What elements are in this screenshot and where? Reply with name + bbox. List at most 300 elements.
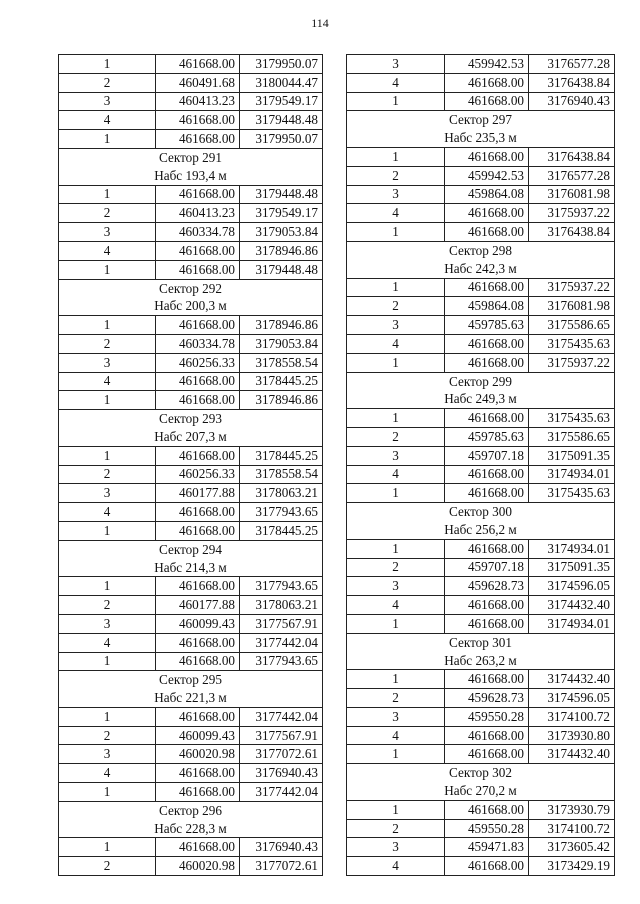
point-number-cell: 2: [347, 819, 445, 838]
table-row: [347, 73, 615, 92]
y-coordinate-cell: 3175937.22: [529, 353, 615, 372]
x-coordinate-cell: 461668.00: [445, 726, 529, 745]
table-row: [347, 819, 615, 838]
x-coordinate-cell: 461668.00: [445, 92, 529, 111]
sector-header-row: [59, 410, 323, 447]
y-coordinate-cell: 3178946.86: [240, 316, 323, 335]
sector-title: Сектор 292: [159, 280, 222, 296]
sector-header-row: [347, 372, 615, 409]
sector-header-row: [59, 540, 323, 577]
right-coordinate-table: [346, 54, 615, 876]
point-number-cell: 3: [59, 484, 156, 503]
table-row: [347, 800, 615, 819]
x-coordinate-cell: 461668.00: [445, 147, 529, 166]
x-coordinate-cell: 459942.53: [445, 166, 529, 185]
x-coordinate-cell: 461668.00: [445, 596, 529, 615]
x-coordinate-cell: 460334.78: [156, 223, 240, 242]
y-coordinate-cell: 3177943.65: [240, 503, 323, 522]
table-row: [347, 539, 615, 558]
sector-header-row: [347, 111, 615, 148]
table-row: [347, 484, 615, 503]
x-coordinate-cell: 461668.00: [445, 670, 529, 689]
y-coordinate-cell: 3177442.04: [240, 783, 323, 802]
x-coordinate-cell: 460413.23: [156, 204, 240, 223]
point-number-cell: 4: [59, 503, 156, 522]
point-number-cell: 1: [347, 223, 445, 242]
point-number-cell: 1: [59, 130, 156, 149]
table-row: [347, 92, 615, 111]
y-coordinate-cell: 3173429.19: [529, 857, 615, 876]
x-coordinate-cell: 460099.43: [156, 726, 240, 745]
table-row: [347, 596, 615, 615]
sector-title: Сектор 301: [449, 634, 512, 650]
x-coordinate-cell: 459864.08: [445, 297, 529, 316]
table-row: [59, 857, 323, 876]
x-coordinate-cell: 459628.73: [445, 577, 529, 596]
y-coordinate-cell: 3179448.48: [240, 185, 323, 204]
point-number-cell: 3: [347, 446, 445, 465]
x-coordinate-cell: 461668.00: [156, 764, 240, 783]
point-number-cell: 1: [347, 800, 445, 819]
y-coordinate-cell: 3178063.21: [240, 596, 323, 615]
x-coordinate-cell: 461668.00: [156, 652, 240, 671]
x-coordinate-cell: 461668.00: [156, 633, 240, 652]
sector-height: Набс 228,3 м: [154, 820, 227, 836]
point-number-cell: 1: [59, 838, 156, 857]
point-number-cell: 4: [59, 764, 156, 783]
point-number-cell: 1: [347, 614, 445, 633]
x-coordinate-cell: 460020.98: [156, 857, 240, 876]
y-coordinate-cell: 3174934.01: [529, 539, 615, 558]
sector-header-row: [59, 279, 323, 316]
table-row: [59, 55, 323, 74]
y-coordinate-cell: 3178445.25: [240, 372, 323, 391]
sector-header-cell: [347, 633, 615, 670]
x-coordinate-cell: 461668.00: [156, 707, 240, 726]
table-row: [347, 278, 615, 297]
x-coordinate-cell: 461668.00: [445, 614, 529, 633]
table-row: [59, 185, 323, 204]
point-number-cell: 1: [59, 316, 156, 335]
table-row: [59, 764, 323, 783]
table-row: [59, 73, 323, 92]
x-coordinate-cell: 459785.63: [445, 316, 529, 335]
x-coordinate-cell: 461668.00: [156, 372, 240, 391]
y-coordinate-cell: 3177567.91: [240, 614, 323, 633]
x-coordinate-cell: 461668.00: [156, 446, 240, 465]
table-row: [347, 204, 615, 223]
table-row: [347, 185, 615, 204]
x-coordinate-cell: 461668.00: [156, 783, 240, 802]
point-number-cell: 1: [59, 652, 156, 671]
x-coordinate-cell: 461668.00: [156, 185, 240, 204]
table-row: [347, 147, 615, 166]
x-coordinate-cell: 461668.00: [445, 539, 529, 558]
sector-title: Сектор 299: [449, 373, 512, 389]
y-coordinate-cell: 3176438.84: [529, 73, 615, 92]
point-number-cell: 1: [347, 484, 445, 503]
right-table-body: [347, 55, 615, 876]
sector-header-cell: [347, 503, 615, 540]
sector-height: Набс 200,3 м: [154, 298, 227, 314]
point-number-cell: 1: [347, 353, 445, 372]
x-coordinate-cell: 460020.98: [156, 745, 240, 764]
x-coordinate-cell: 459942.53: [445, 55, 529, 74]
sector-header-cell: [59, 801, 323, 838]
point-number-cell: 4: [347, 73, 445, 92]
sector-height: Набс 207,3 м: [154, 428, 227, 444]
page-number: 114: [311, 16, 329, 30]
point-number-cell: 1: [59, 446, 156, 465]
y-coordinate-cell: 3174432.40: [529, 670, 615, 689]
sector-title: Сектор 296: [159, 802, 222, 818]
point-number-cell: 1: [59, 707, 156, 726]
y-coordinate-cell: 3177943.65: [240, 652, 323, 671]
point-number-cell: 3: [347, 185, 445, 204]
sector-height: Набс 214,3 м: [154, 559, 227, 575]
x-coordinate-cell: 459707.18: [445, 446, 529, 465]
sector-height: Набс 242,3 м: [444, 260, 517, 276]
table-row: [59, 838, 323, 857]
table-row: [347, 670, 615, 689]
point-number-cell: 1: [347, 147, 445, 166]
y-coordinate-cell: 3179950.07: [240, 55, 323, 74]
point-number-cell: 4: [347, 465, 445, 484]
point-number-cell: 4: [347, 334, 445, 353]
table-row: [347, 577, 615, 596]
sector-title: Сектор 297: [449, 112, 512, 128]
point-number-cell: 1: [347, 539, 445, 558]
sector-height: Набс 256,2 м: [444, 521, 517, 537]
y-coordinate-cell: 3176940.43: [529, 92, 615, 111]
point-number-cell: 4: [347, 857, 445, 876]
y-coordinate-cell: 3180044.47: [240, 73, 323, 92]
sector-header-row: [347, 633, 615, 670]
table-row: [59, 353, 323, 372]
sector-height: Набс 249,3 м: [444, 391, 517, 407]
x-coordinate-cell: 461668.00: [445, 204, 529, 223]
point-number-cell: 3: [347, 316, 445, 335]
sector-header-row: [347, 503, 615, 540]
x-coordinate-cell: 461668.00: [445, 409, 529, 428]
y-coordinate-cell: 3178946.86: [240, 241, 323, 260]
x-coordinate-cell: 461668.00: [156, 521, 240, 540]
y-coordinate-cell: 3176081.98: [529, 185, 615, 204]
y-coordinate-cell: 3174934.01: [529, 465, 615, 484]
table-row: [347, 838, 615, 857]
sector-title: Сектор 295: [159, 672, 222, 688]
y-coordinate-cell: 3175937.22: [529, 278, 615, 297]
table-row: [347, 726, 615, 745]
sector-title: Сектор 293: [159, 411, 222, 427]
y-coordinate-cell: 3176940.43: [240, 838, 323, 857]
table-row: [347, 446, 615, 465]
table-row: [347, 614, 615, 633]
y-coordinate-cell: 3176438.84: [529, 223, 615, 242]
table-row: [347, 465, 615, 484]
y-coordinate-cell: 3178946.86: [240, 391, 323, 410]
x-coordinate-cell: 460099.43: [156, 614, 240, 633]
point-number-cell: 2: [59, 73, 156, 92]
y-coordinate-cell: 3174432.40: [529, 745, 615, 764]
x-coordinate-cell: 461668.00: [445, 353, 529, 372]
point-number-cell: 2: [347, 427, 445, 446]
table-row: [59, 372, 323, 391]
point-number-cell: 1: [347, 745, 445, 764]
sector-height: Набс 235,3 м: [444, 130, 517, 146]
point-number-cell: 4: [347, 204, 445, 223]
point-number-cell: 1: [59, 783, 156, 802]
y-coordinate-cell: 3179950.07: [240, 130, 323, 149]
table-row: [59, 391, 323, 410]
point-number-cell: 3: [347, 577, 445, 596]
point-number-cell: 2: [59, 596, 156, 615]
table-row: [59, 316, 323, 335]
table-row: [59, 707, 323, 726]
x-coordinate-cell: 460177.88: [156, 596, 240, 615]
sector-title: Сектор 300: [449, 504, 512, 520]
sector-header-row: [59, 801, 323, 838]
point-number-cell: 3: [347, 707, 445, 726]
table-row: [59, 652, 323, 671]
sector-header-row: [347, 241, 615, 278]
point-number-cell: 3: [347, 55, 445, 74]
point-number-cell: 1: [347, 92, 445, 111]
y-coordinate-cell: 3173930.79: [529, 800, 615, 819]
table-row: [59, 465, 323, 484]
y-coordinate-cell: 3179053.84: [240, 334, 323, 353]
sector-header-row: [347, 764, 615, 801]
table-row: [59, 446, 323, 465]
x-coordinate-cell: 459550.28: [445, 707, 529, 726]
y-coordinate-cell: 3178063.21: [240, 484, 323, 503]
sector-header-cell: [347, 372, 615, 409]
y-coordinate-cell: 3176081.98: [529, 297, 615, 316]
point-number-cell: 1: [59, 577, 156, 596]
x-coordinate-cell: 459785.63: [445, 427, 529, 446]
table-row: [347, 409, 615, 428]
point-number-cell: 4: [347, 726, 445, 745]
x-coordinate-cell: 460256.33: [156, 353, 240, 372]
y-coordinate-cell: 3179549.17: [240, 92, 323, 111]
sector-height: Набс 270,2 м: [444, 783, 517, 799]
table-row: [347, 707, 615, 726]
sector-height: Набс 221,3 м: [154, 690, 227, 706]
x-coordinate-cell: 461668.00: [445, 465, 529, 484]
sector-title: Сектор 294: [159, 541, 222, 557]
x-coordinate-cell: 461668.00: [445, 745, 529, 764]
sector-header-cell: [59, 540, 323, 577]
point-number-cell: 2: [347, 297, 445, 316]
point-number-cell: 3: [59, 92, 156, 111]
sector-header-row: [59, 148, 323, 185]
point-number-cell: 2: [59, 204, 156, 223]
y-coordinate-cell: 3178558.54: [240, 465, 323, 484]
y-coordinate-cell: 3178558.54: [240, 353, 323, 372]
y-coordinate-cell: 3173930.80: [529, 726, 615, 745]
sector-header-cell: [347, 241, 615, 278]
sector-title: Сектор 298: [449, 242, 512, 258]
x-coordinate-cell: 461668.00: [156, 241, 240, 260]
sector-header-cell: [59, 148, 323, 185]
y-coordinate-cell: 3179549.17: [240, 204, 323, 223]
table-row: [59, 241, 323, 260]
x-coordinate-cell: 461668.00: [156, 503, 240, 522]
sector-header-cell: [59, 279, 323, 316]
point-number-cell: 1: [59, 55, 156, 74]
x-coordinate-cell: 461668.00: [445, 857, 529, 876]
y-coordinate-cell: 3176577.28: [529, 166, 615, 185]
table-row: [59, 484, 323, 503]
y-coordinate-cell: 3177442.04: [240, 633, 323, 652]
x-coordinate-cell: 461668.00: [156, 838, 240, 857]
point-number-cell: 1: [59, 521, 156, 540]
y-coordinate-cell: 3179053.84: [240, 223, 323, 242]
x-coordinate-cell: 461668.00: [156, 111, 240, 130]
point-number-cell: 1: [59, 391, 156, 410]
table-row: [347, 316, 615, 335]
point-number-cell: 2: [347, 689, 445, 708]
sector-header-cell: [59, 671, 323, 708]
table-row: [59, 521, 323, 540]
point-number-cell: 4: [59, 633, 156, 652]
point-number-cell: 2: [59, 726, 156, 745]
point-number-cell: 3: [59, 223, 156, 242]
point-number-cell: 3: [347, 838, 445, 857]
table-row: [59, 223, 323, 242]
x-coordinate-cell: 459707.18: [445, 558, 529, 577]
y-coordinate-cell: 3174596.05: [529, 577, 615, 596]
y-coordinate-cell: 3176577.28: [529, 55, 615, 74]
x-coordinate-cell: 461668.00: [156, 260, 240, 279]
point-number-cell: 4: [59, 372, 156, 391]
table-row: [347, 334, 615, 353]
point-number-cell: 4: [59, 241, 156, 260]
point-number-cell: 4: [59, 111, 156, 130]
x-coordinate-cell: 461668.00: [156, 577, 240, 596]
table-row: [59, 130, 323, 149]
table-row: [59, 503, 323, 522]
x-coordinate-cell: 461668.00: [156, 316, 240, 335]
table-row: [59, 596, 323, 615]
table-row: [59, 614, 323, 633]
point-number-cell: 2: [59, 857, 156, 876]
y-coordinate-cell: 3177072.61: [240, 857, 323, 876]
table-row: [347, 427, 615, 446]
table-row: [59, 204, 323, 223]
y-coordinate-cell: 3177072.61: [240, 745, 323, 764]
y-coordinate-cell: 3175435.63: [529, 484, 615, 503]
y-coordinate-cell: 3174596.05: [529, 689, 615, 708]
y-coordinate-cell: 3179448.48: [240, 260, 323, 279]
x-coordinate-cell: 461668.00: [445, 278, 529, 297]
table-row: [347, 689, 615, 708]
table-row: [59, 260, 323, 279]
table-row: [59, 577, 323, 596]
table-row: [59, 726, 323, 745]
left-coordinate-table: [58, 54, 323, 876]
x-coordinate-cell: 459864.08: [445, 185, 529, 204]
x-coordinate-cell: 461668.00: [445, 484, 529, 503]
table-row: [347, 223, 615, 242]
x-coordinate-cell: 460256.33: [156, 465, 240, 484]
point-number-cell: 4: [347, 596, 445, 615]
sector-header-row: [59, 671, 323, 708]
sector-title: Сектор 291: [159, 149, 222, 165]
point-number-cell: 1: [59, 260, 156, 279]
table-row: [347, 857, 615, 876]
sector-header-cell: [347, 764, 615, 801]
y-coordinate-cell: 3174432.40: [529, 596, 615, 615]
point-number-cell: 1: [347, 409, 445, 428]
table-row: [59, 633, 323, 652]
sector-height: Набс 193,4 м: [154, 167, 227, 183]
sector-height: Набс 263,2 м: [444, 652, 517, 668]
y-coordinate-cell: 3173605.42: [529, 838, 615, 857]
y-coordinate-cell: 3177943.65: [240, 577, 323, 596]
sector-title: Сектор 302: [449, 765, 512, 781]
table-row: [59, 111, 323, 130]
x-coordinate-cell: 461668.00: [445, 73, 529, 92]
x-coordinate-cell: 460413.23: [156, 92, 240, 111]
y-coordinate-cell: 3179448.48: [240, 111, 323, 130]
y-coordinate-cell: 3178445.25: [240, 446, 323, 465]
left-table-body: [59, 55, 323, 876]
point-number-cell: 1: [59, 185, 156, 204]
x-coordinate-cell: 461668.00: [445, 223, 529, 242]
table-row: [347, 558, 615, 577]
x-coordinate-cell: 459628.73: [445, 689, 529, 708]
table-row: [347, 166, 615, 185]
y-coordinate-cell: 3174934.01: [529, 614, 615, 633]
y-coordinate-cell: 3178445.25: [240, 521, 323, 540]
x-coordinate-cell: 461668.00: [156, 55, 240, 74]
x-coordinate-cell: 460334.78: [156, 334, 240, 353]
y-coordinate-cell: 3175586.65: [529, 427, 615, 446]
x-coordinate-cell: 459550.28: [445, 819, 529, 838]
y-coordinate-cell: 3177442.04: [240, 707, 323, 726]
table-row: [59, 92, 323, 111]
y-coordinate-cell: 3174100.72: [529, 819, 615, 838]
point-number-cell: 3: [59, 353, 156, 372]
point-number-cell: 2: [59, 465, 156, 484]
x-coordinate-cell: 461668.00: [445, 800, 529, 819]
x-coordinate-cell: 461668.00: [156, 130, 240, 149]
y-coordinate-cell: 3177567.91: [240, 726, 323, 745]
sector-header-cell: [59, 410, 323, 447]
table-row: [347, 55, 615, 74]
y-coordinate-cell: 3175435.63: [529, 334, 615, 353]
y-coordinate-cell: 3175091.35: [529, 558, 615, 577]
table-row: [347, 353, 615, 372]
x-coordinate-cell: 461668.00: [156, 391, 240, 410]
point-number-cell: 2: [59, 334, 156, 353]
table-row: [347, 745, 615, 764]
point-number-cell: 2: [347, 166, 445, 185]
point-number-cell: 2: [347, 558, 445, 577]
y-coordinate-cell: 3175435.63: [529, 409, 615, 428]
x-coordinate-cell: 460491.68: [156, 73, 240, 92]
sector-header-cell: [347, 111, 615, 148]
table-row: [347, 297, 615, 316]
x-coordinate-cell: 461668.00: [445, 334, 529, 353]
y-coordinate-cell: 3176438.84: [529, 147, 615, 166]
x-coordinate-cell: 459471.83: [445, 838, 529, 857]
table-row: [59, 783, 323, 802]
point-number-cell: 1: [347, 278, 445, 297]
y-coordinate-cell: 3175937.22: [529, 204, 615, 223]
y-coordinate-cell: 3174100.72: [529, 707, 615, 726]
